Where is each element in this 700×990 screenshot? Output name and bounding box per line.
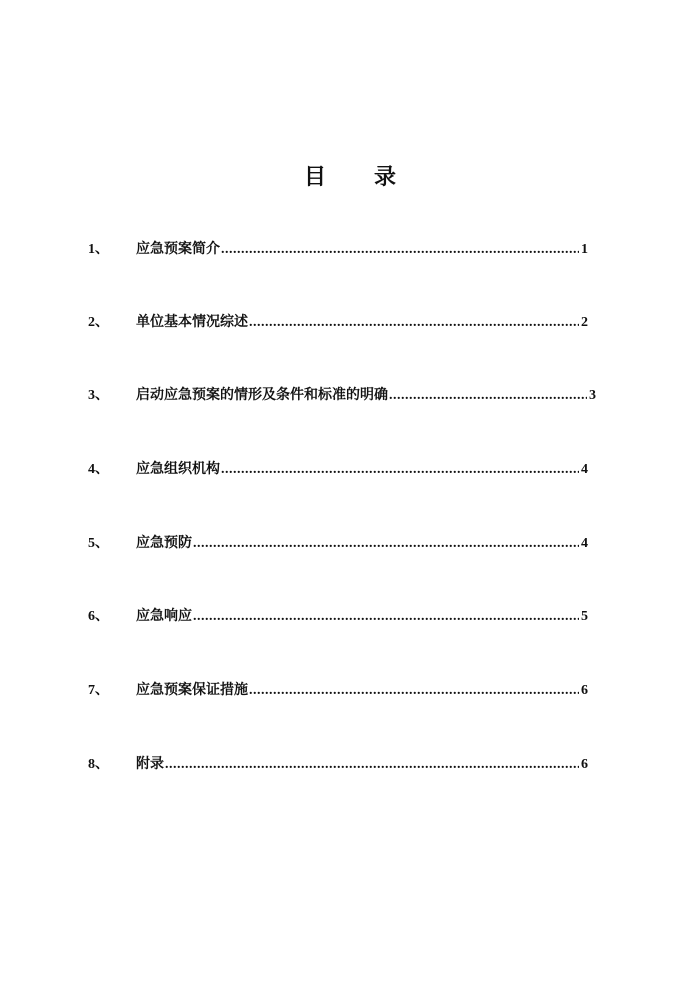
toc-entry-page: 4: [581, 536, 588, 551]
toc-entry-page: 6: [581, 683, 588, 698]
title-char-1: 目: [303, 165, 326, 190]
toc-entry-page: 4: [581, 462, 588, 477]
toc-dot-leader: [249, 315, 579, 331]
toc-entry-number: 8、: [88, 757, 109, 772]
toc-entry[interactable]: [88, 532, 588, 558]
toc-dot-leader: [249, 683, 579, 699]
toc-entry[interactable]: [88, 605, 588, 631]
toc-dot-leader: [221, 242, 579, 258]
toc-entry-number: 1、: [88, 242, 109, 257]
toc-entry-number: 4、: [88, 462, 109, 477]
toc-entry-title: 附录: [136, 756, 164, 772]
toc-entry-title: 应急组织机构: [136, 461, 220, 477]
toc-entry-number: 6、: [88, 609, 109, 624]
toc-entry-page: 2: [581, 315, 588, 330]
toc-entry-number: 5、: [88, 536, 109, 551]
toc-entry[interactable]: [88, 238, 588, 264]
toc-entry[interactable]: [88, 384, 596, 410]
toc-dot-leader: [165, 757, 579, 773]
toc-entry-title: 应急预防: [136, 535, 192, 551]
title-char-2: 录: [374, 165, 397, 190]
toc-entry-title: 单位基本情况综述: [136, 314, 248, 330]
toc-entry[interactable]: [88, 458, 588, 484]
toc-entry-number: 2、: [88, 315, 109, 330]
toc-entry-title: 应急预案保证措施: [136, 682, 248, 698]
toc-entry-page: 6: [581, 757, 588, 772]
toc-dot-leader: [193, 536, 579, 552]
toc-entry[interactable]: [88, 679, 588, 705]
toc-entry-number: 3、: [88, 388, 109, 403]
toc-entry[interactable]: [88, 311, 588, 337]
toc-entry-title: 启动应急预案的情形及条件和标准的明确: [136, 387, 388, 403]
toc-entry-page: 5: [581, 609, 588, 624]
toc-dot-leader: [389, 388, 587, 404]
toc-dot-leader: [193, 609, 579, 625]
toc-dot-leader: [221, 462, 579, 478]
toc-entry-title: 应急预案简介: [136, 241, 220, 257]
toc-entry[interactable]: [88, 753, 588, 779]
toc-entry-title: 应急响应: [136, 608, 192, 624]
toc-entry-page: 1: [581, 242, 588, 257]
page-title: [0, 160, 700, 191]
toc-entry-number: 7、: [88, 683, 109, 698]
toc-entry-page: 3: [589, 388, 596, 403]
